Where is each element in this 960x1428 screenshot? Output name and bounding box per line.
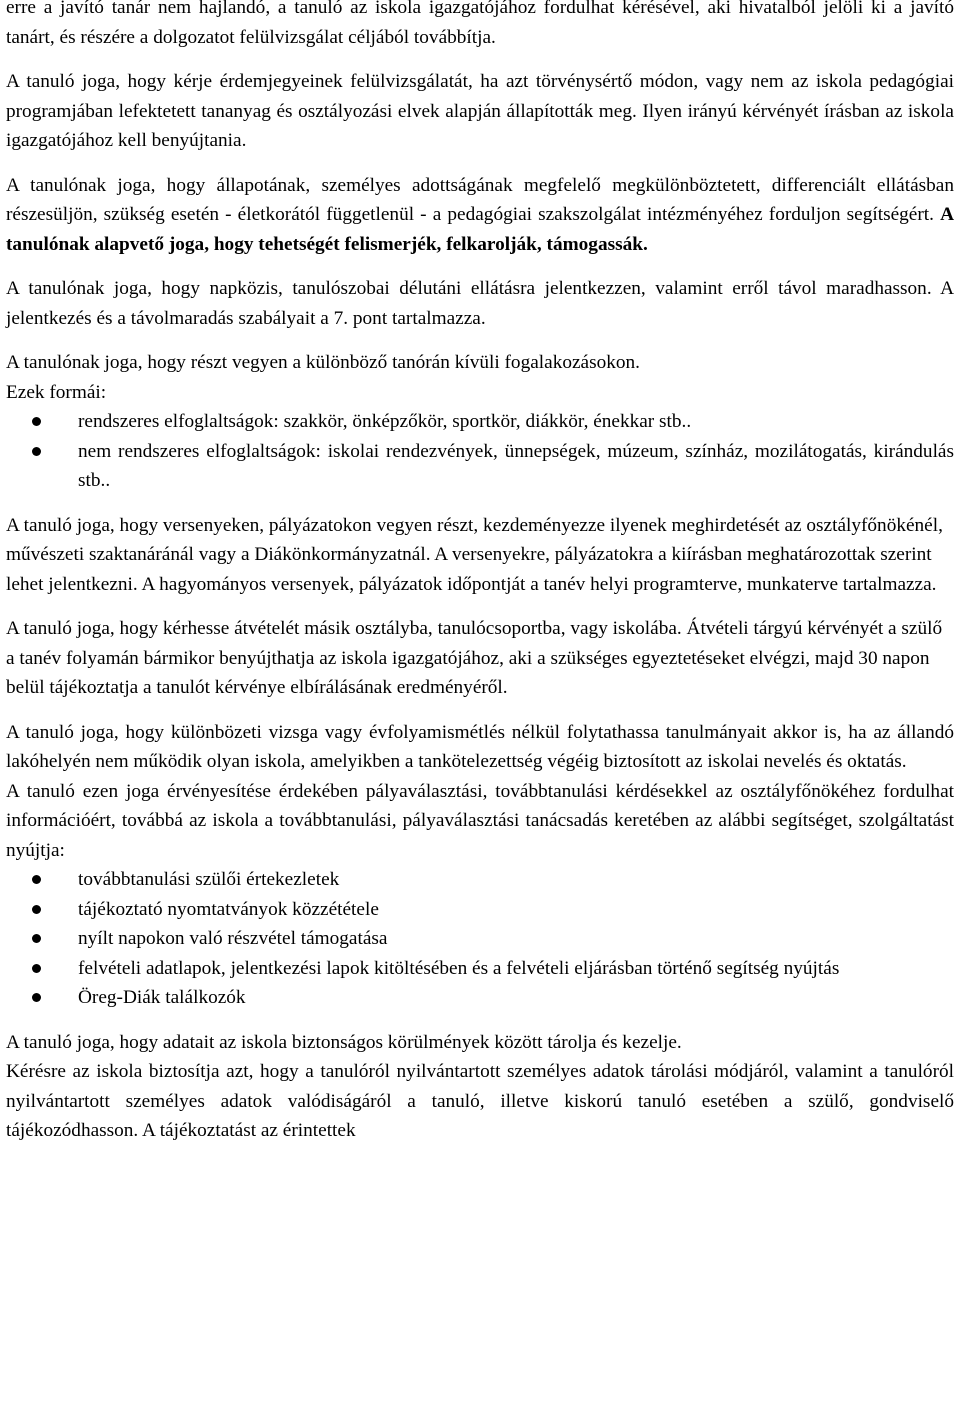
paragraph-appeal-continuation: erre a javító tanár nem hajlandó, a tanuló az iskola igazgatójához fordulhat kérésével, aki hivatalból jelöli ki a javító tanárt, és részére a dolgozatot felülvizsgálat céljából továbbítja.: [6, 0, 954, 48]
list-item: tájékoztató nyomtatványok közzététele: [6, 895, 954, 925]
document-page: [6, 0, 954, 1146]
differentiated-care-text: A tanulónak joga, hogy állapotának, személyes adottságának megfelelő megkülönböztetett, differenciált ellátásban részesüljön, szükség esetén - életkorától függetlenül - a pedagógiai szakszolgálat intézményéhez forduljon segítségért.: [6, 174, 954, 225]
list-item: rendszeres elfoglaltságok: szakkör, önképzőkör, sportkör, diákkör, énekkar stb..: [6, 407, 954, 437]
paragraph-transfer: A tanuló joga, hogy kérhesse átvételét másik osztályba, tanulócsoportba, vagy iskolába. Átvételi tárgyú kérvényét a szülő a tanév folyamán bármikor benyújthatja az iskola igazgatójához, aki a szükséges egyeztetéseket elvégzi, majd 30 napon belül tájékoztatja a tanulót kérvénye elbírálásának eredményéről.: [6, 618, 943, 698]
paragraph-continuation-of-studies: A tanuló joga, hogy különbözeti vizsga vagy évfolyamismétlés nélkül folytathassa tanulmányait akkor is, ha az állandó lakóhelyén nem működik olyan iskola, amelyikben a tankötelezettség végéig biztosított az iskolai nevelés és oktatás.: [6, 721, 954, 772]
list-item: Öreg-Diák találkozók: [6, 983, 954, 1013]
list-item: felvételi adatlapok, jelentkezési lapok kitöltésében és a felvételi eljárásban történő segítség nyújtás: [6, 954, 954, 984]
list-item: nyílt napokon való részvétel támogatása: [6, 924, 954, 954]
paragraph-forms-heading: Ezek formái:: [6, 381, 107, 403]
paragraph-data-information: Kérésre az iskola biztosítja azt, hogy a tanulóról nyilvántartott személyes adatok tárolási módjáról, valamint a tanulóról nyilvántartott személyes adatok valódiságáról a tanuló, illetve kiskorú tanuló esetében a szülő, gondviselő tájékozódhasson. A tájékoztatást az érintettek: [6, 1061, 954, 1141]
paragraph-career-guidance: A tanuló ezen joga érvényesítése érdekében pályaválasztási, továbbtanulási kérdésekkel az osztályfőnökéhez fordulhat információért, továbbá az iskola a továbbtanulási, pályaválasztási tanácsadás keretében az alábbi segítséget, szolgáltatást nyújtja:: [6, 780, 954, 861]
paragraph-grade-review: A tanuló joga, hogy kérje érdemjegyeinek felülvizsgálatát, ha azt törvénysértő módon, vagy nem az iskola pedagógiai programjában lefektetett tananyag és osztályozási elvek alapján állapították meg. Ilyen irányú kérvényét írásban az iskola igazgatójához kell benyújtania.: [6, 71, 954, 151]
talent-support-bold: A tanulónak alapvető joga, hogy tehetségét felismerjék, felkarolják, támogassák.: [6, 204, 954, 255]
list-item: továbbtanulási szülői értekezletek: [6, 865, 954, 895]
extracurricular-list: [6, 407, 954, 496]
guidance-services-list: [6, 865, 954, 1013]
paragraph-competitions: A tanuló joga, hogy versenyeken, pályázatokon vegyen részt, kezdeményezze ilyenek meghirdetését az osztályfőnökénél, művészeti szaktanáránál vagy a Diákönkormányzatnál. A versenyekre, pályázatokra a kiírásban meghatározottak szerint lehet jelentkezni. A hagyományos versenyek, pályázatok időpontját a tanév helyi programterve, munkaterve tartalmazza.: [6, 514, 943, 595]
list-item: nem rendszeres elfoglaltságok: iskolai rendezvények, ünnepségek, múzeum, színház, mozilátogatás, kirándulás stb..: [6, 437, 954, 496]
paragraph-after-school-care: A tanulónak joga, hogy napközis, tanulószobai délutáni ellátásra jelentkezzen, valamint erről távol maradhasson. A jelentkezés és a távolmaradás szabályait a 7. pont tartalmazza.: [6, 278, 954, 329]
paragraph-extracurricular: A tanulónak joga, hogy részt vegyen a különböző tanórán kívüli fogalakozásokon.: [6, 352, 640, 373]
paragraph-data-storage: A tanuló joga, hogy adatait az iskola biztonságos körülmények között tárolja és kezelje.: [6, 1031, 682, 1053]
paragraph-differentiated-care: [6, 171, 954, 260]
